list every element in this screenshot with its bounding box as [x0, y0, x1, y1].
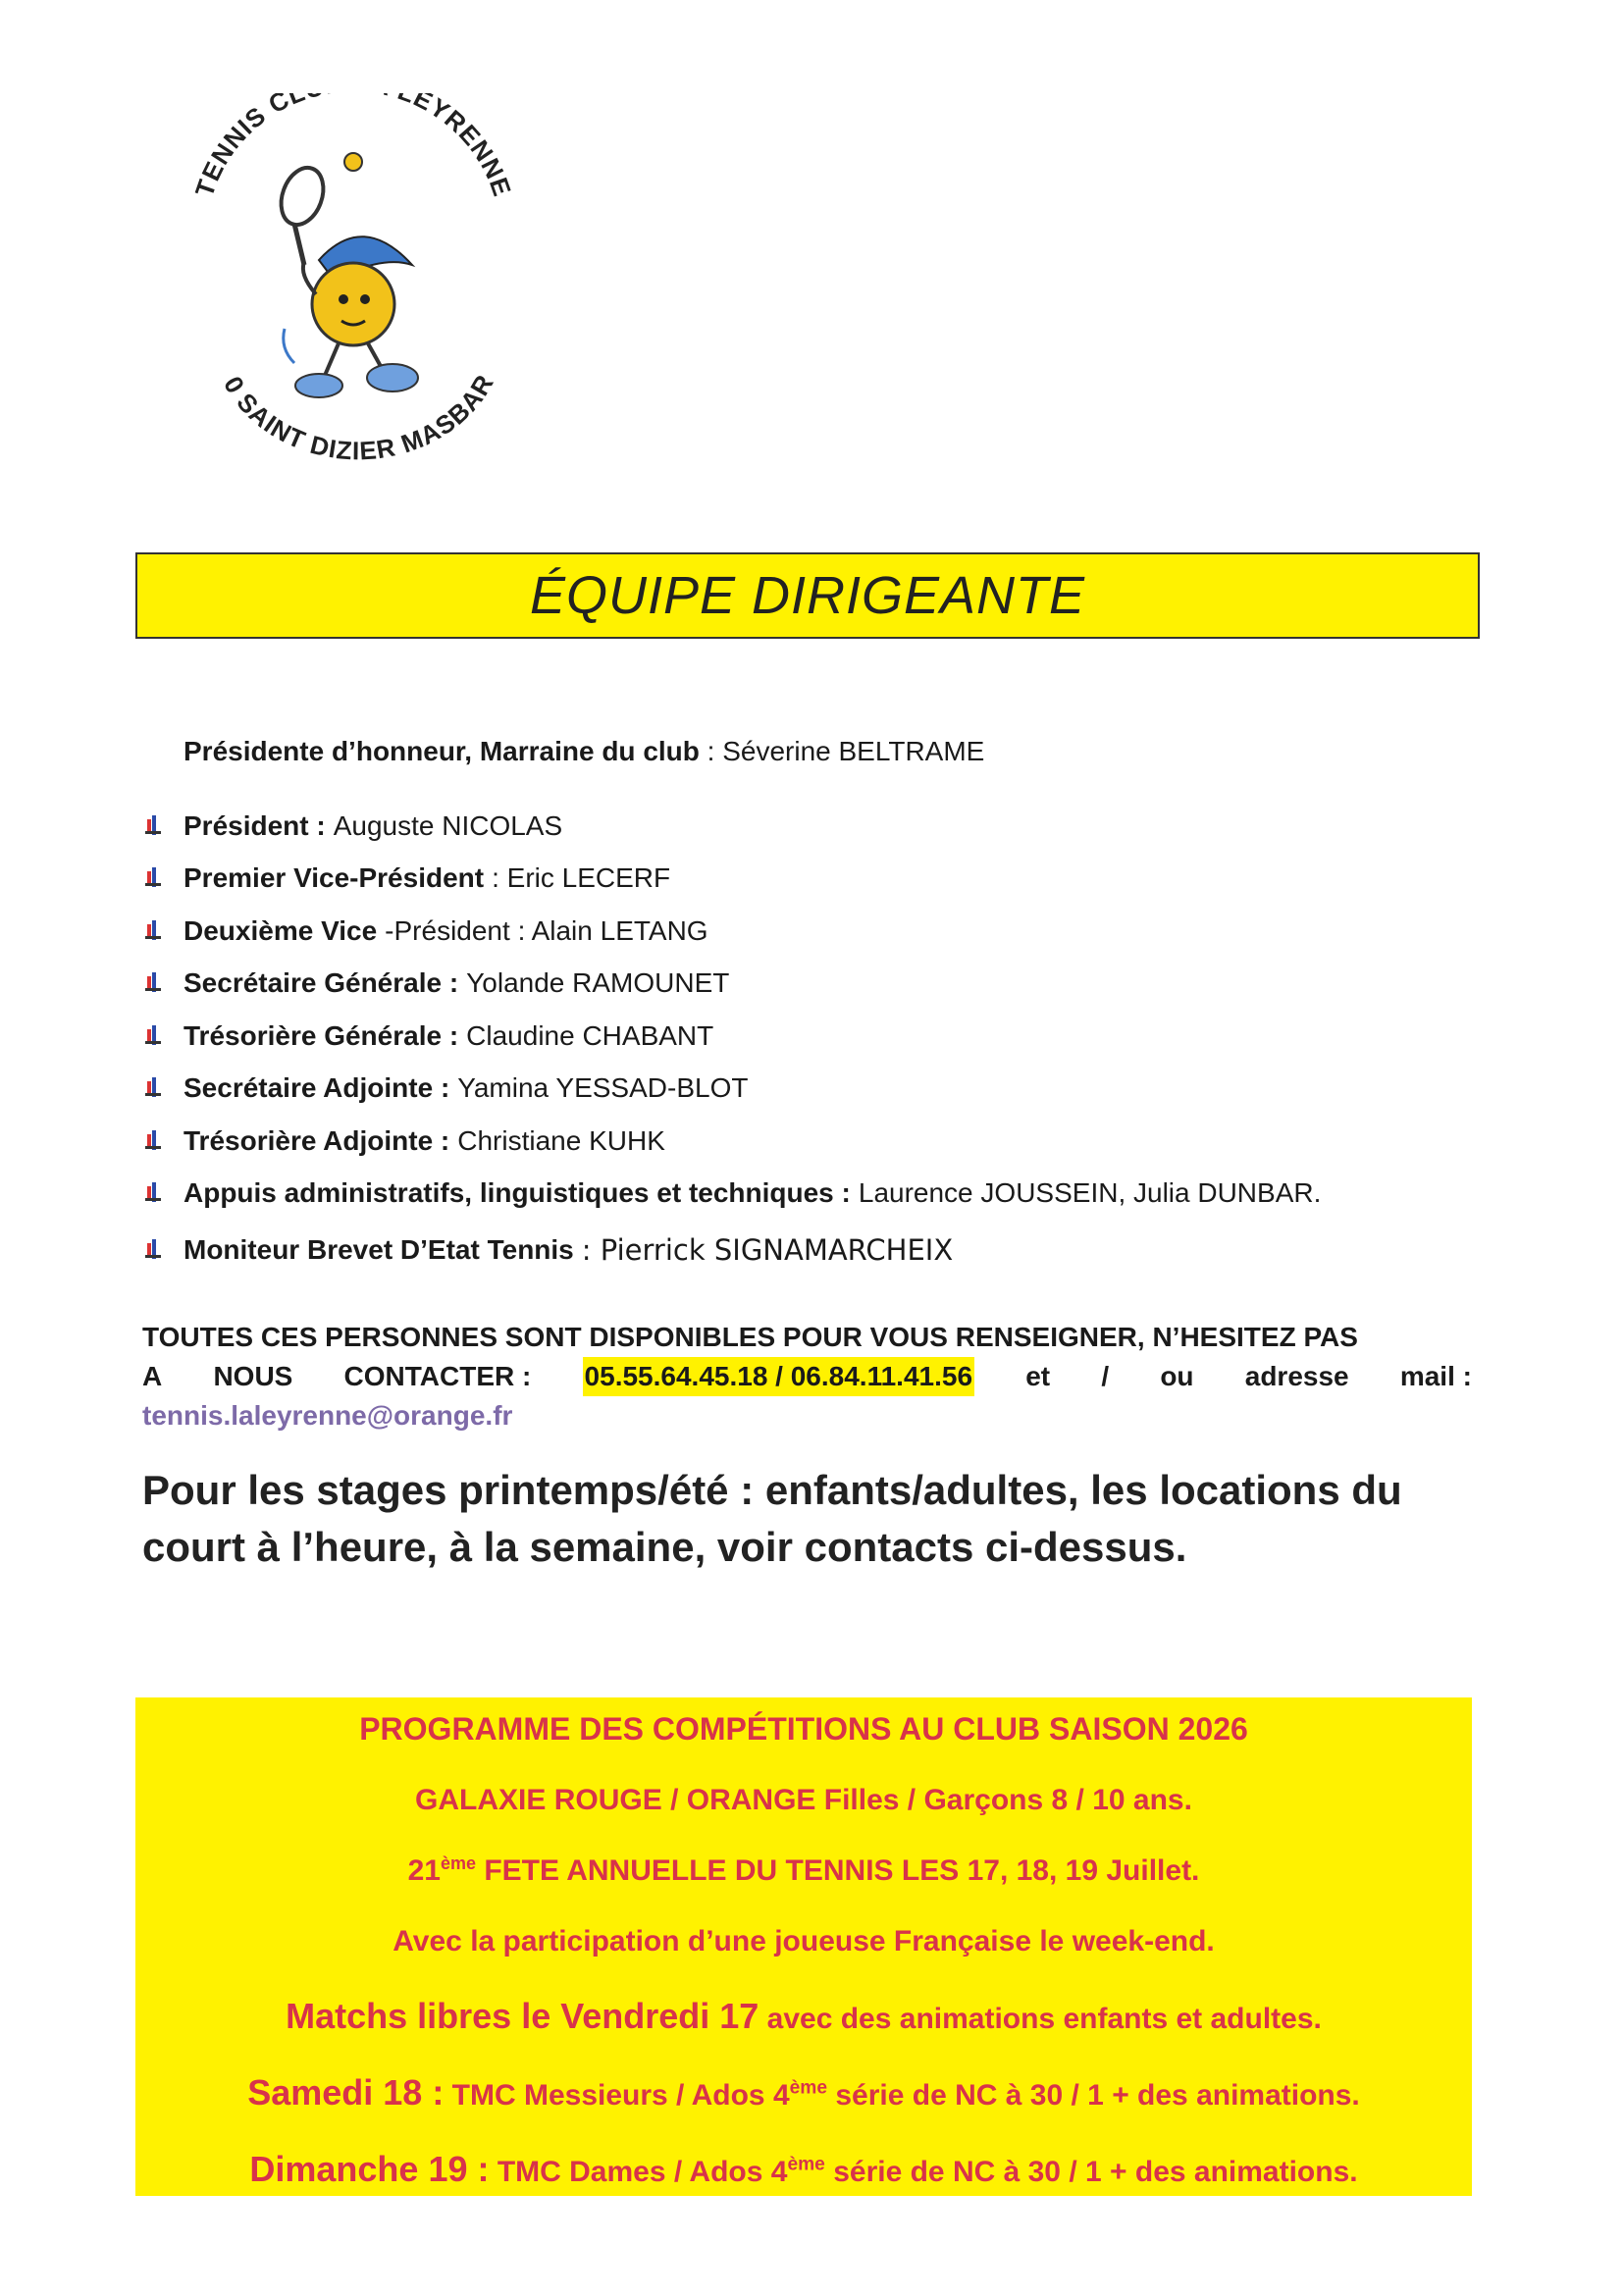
vendredi-title: Matchs libres le Vendredi 17 — [286, 1996, 759, 2036]
dimanche-title: Dimanche 19 : — [249, 2149, 490, 2189]
member-role: Premier Vice-Président — [183, 862, 485, 894]
competition-samedi — [135, 2072, 1472, 2113]
title-banner — [135, 552, 1480, 639]
competition-galaxie: GALAXIE ROUGE / ORANGE Filles / Garçons 8 / 10 ans. — [415, 1784, 1192, 1816]
competition-participation: Avec la participation d’une joueuse Française le week-end. — [393, 1925, 1215, 1957]
fete-sup: ème — [440, 1853, 476, 1873]
list-item — [137, 1063, 1511, 1116]
member-name: Claudine CHABANT — [466, 1019, 714, 1051]
member-role: Trésorière Générale : — [183, 1019, 459, 1051]
member-role: Trésorière Adjointe : — [183, 1124, 450, 1156]
fete-number: 21 — [407, 1854, 441, 1887]
list-item — [137, 905, 1511, 958]
dimanche-text-end: série de NC à 30 / 1 + des animations. — [824, 2156, 1358, 2188]
word: / — [1101, 1361, 1110, 1391]
svg-text:TENNIS CLUB LA LEYRENNE: TENNIS CL EYRENNE — [188, 93, 518, 201]
vendredi-text: avec des animations enfants et adultes. — [759, 2003, 1322, 2035]
email-link[interactable]: tennis.laleyrenne@orange.fr — [142, 1400, 513, 1431]
word: NOUS — [213, 1361, 293, 1391]
dimanche-sup: ème — [787, 2154, 825, 2175]
list-item — [137, 853, 1511, 906]
word: et — [1025, 1361, 1051, 1391]
competition-fete — [135, 1854, 1472, 1888]
competitions-title: PROGRAMME DES COMPÉTITIONS AU CLUB SAISON 2026 — [359, 1711, 1248, 1747]
page-title: ÉQUIPE DIRIGEANTE — [529, 566, 1086, 625]
arrow-bullet-icon — [137, 968, 183, 998]
phone-numbers[interactable]: 05.55.64.45.18 / 06.84.11.41.56 — [583, 1357, 974, 1396]
member-name: Auguste NICOLAS — [333, 809, 563, 841]
member-name: : Eric LECERF — [492, 862, 671, 894]
samedi-text: TMC Messieurs / Ados 4 — [444, 2079, 790, 2112]
competition-dimanche — [135, 2149, 1472, 2190]
arrow-bullet-icon — [137, 1178, 183, 1208]
arrow-bullet-icon — [137, 1235, 183, 1265]
samedi-sup: ème — [789, 2077, 828, 2099]
member-role: Secrétaire Adjointe : — [183, 1072, 450, 1104]
arrow-bullet-icon — [137, 811, 183, 841]
member-role: Appuis administratifs, linguistiques et techniques : — [183, 1177, 851, 1209]
arrow-bullet-icon — [137, 863, 183, 893]
member-name: Laurence JOUSSEIN, Julia DUNBAR. — [858, 1177, 1322, 1209]
word: adresse — [1244, 1361, 1349, 1391]
list-item — [137, 1220, 1511, 1280]
list-item — [137, 1168, 1511, 1221]
honorary-label: Présidente d’honneur, Marraine du club — [183, 736, 700, 766]
list-item — [137, 800, 1511, 853]
member-name: -Président : Alain LETANG — [385, 914, 708, 946]
board-members-list — [137, 800, 1511, 1280]
fete-text: FETE ANNUELLE DU TENNIS LES 17, 18, 19 Juillet. — [476, 1854, 1200, 1887]
arrow-bullet-icon — [137, 1073, 183, 1103]
list-item — [137, 1115, 1511, 1168]
arrow-bullet-icon — [137, 916, 183, 946]
samedi-title: Samedi 18 : — [247, 2072, 445, 2113]
member-name: Yamina YESSAD-BLOT — [457, 1072, 749, 1104]
competition-vendredi — [135, 1996, 1472, 2037]
word: CONTACTER : — [343, 1361, 532, 1391]
word: A — [142, 1361, 163, 1391]
member-role: Moniteur Brevet D’Etat Tennis — [183, 1234, 574, 1265]
member-name: : Pierrick SIGNAMARCHEIX — [581, 1233, 954, 1267]
word: mail : — [1399, 1361, 1472, 1391]
arrow-bullet-icon — [137, 1021, 183, 1051]
dimanche-text: TMC Dames / Ados 4 — [489, 2156, 788, 2188]
svg-text:23400 SAINT DIZIER MASBARAUD: 0 SAINT DIZIER MASBAR — [218, 369, 500, 466]
stages-notice: Pour les stages printemps/été : enfants/adultes, les locations du court à l’heure, à la semaine, voir contacts ci-dessus. — [142, 1467, 1402, 1570]
competitions-box — [135, 1697, 1472, 2196]
arrow-bullet-icon — [137, 1126, 183, 1156]
list-item — [137, 958, 1511, 1011]
honorary-value: Séverine BELTRAME — [722, 736, 985, 766]
list-item — [137, 1010, 1511, 1063]
member-role: Secrétaire Générale : — [183, 967, 459, 999]
member-name: Yolande RAMOUNET — [466, 967, 730, 999]
contact-line2 — [142, 1357, 1472, 1396]
samedi-text-end: série de NC à 30 / 1 + des animations. — [827, 2079, 1360, 2112]
contact-block — [142, 1318, 1472, 1435]
member-role: Président : — [183, 809, 326, 841]
member-role: Deuxième Vice — [183, 914, 378, 946]
member-name: Christiane KUHK — [457, 1124, 665, 1156]
club-logo — [186, 93, 520, 505]
word: ou — [1160, 1361, 1194, 1391]
tennis-ball-mascot-icon — [186, 93, 520, 505]
honorary-president — [183, 736, 984, 767]
honorary-sep: : — [699, 736, 723, 766]
contact-line1: TOUTES CES PERSONNES SONT DISPONIBLES POUR VOUS RENSEIGNER, N’HESITEZ PAS — [142, 1322, 1358, 1352]
